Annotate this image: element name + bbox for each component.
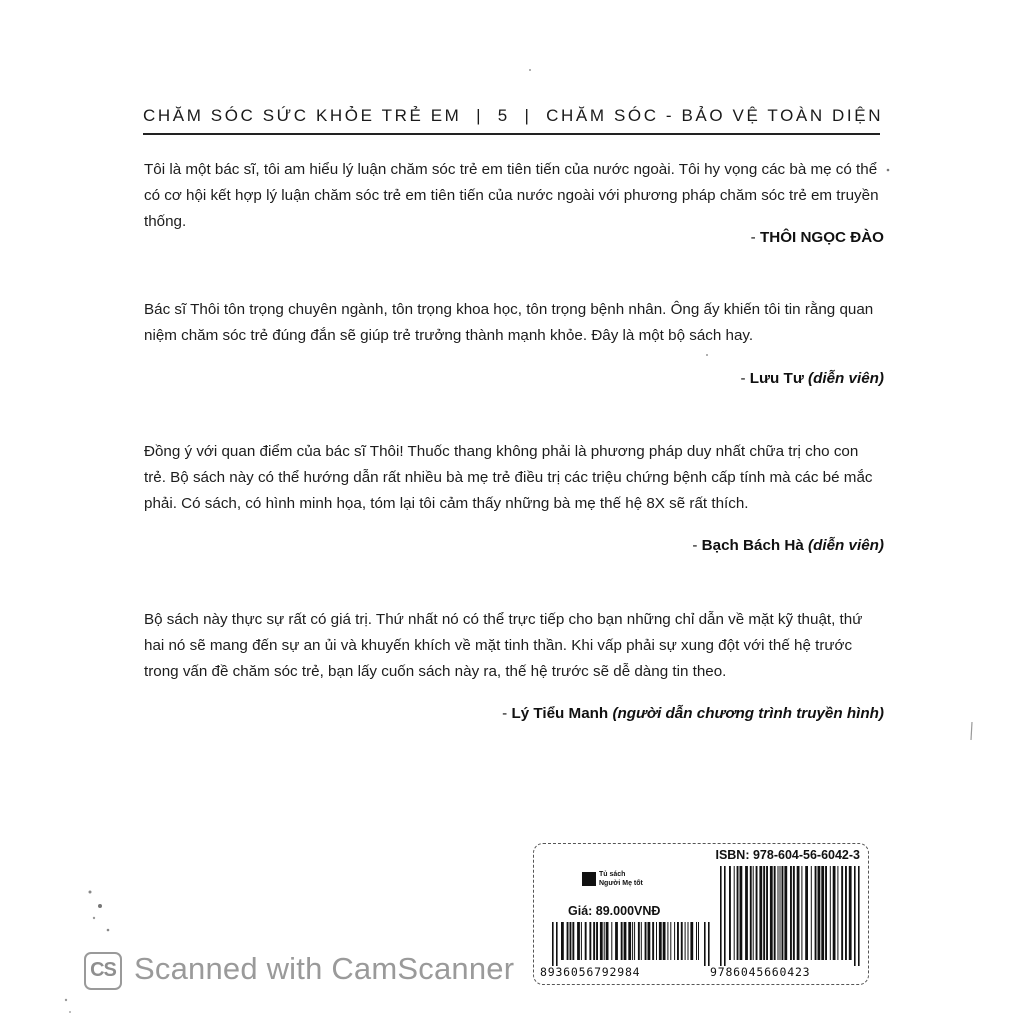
attribution-name: THÔI NGỌC ĐÀO bbox=[759, 229, 884, 246]
header-separator: | bbox=[524, 106, 532, 125]
brand-line: Tủ sách bbox=[599, 871, 626, 878]
testimonial-text: Bộ sách này thực sự rất có giá trị. Thứ nhất nó có thể trực tiếp cho bạn những chỉ dẫn về mặt kỹ thuật, thứ hai nó sẽ mang đến sự an ủi và khuyến khích về mặt tinh thần. Khi vấp phải sự xung đột với thế hệ trước trong vấn đề chăm sóc trẻ, bạn lấy cuốn sách này ra, thế hệ trước sẽ dễ dàng tin theo. bbox=[144, 611, 863, 680]
attribution-role: (diễn viên) bbox=[808, 370, 884, 387]
barcode-digits: 9786045660423 bbox=[710, 965, 811, 979]
header-separator: | bbox=[476, 106, 484, 125]
attribution-role: (người dẫn chương trình truyền hình) bbox=[612, 705, 884, 722]
brand-line: Người Mẹ tốt bbox=[599, 880, 643, 887]
attribution-dash: - bbox=[502, 705, 508, 722]
camscanner-logo: CS bbox=[84, 952, 122, 990]
attribution-dash: - bbox=[740, 370, 746, 387]
testimonial-text: Đồng ý với quan điểm của bác sĩ Thôi! Thuốc thang không phải là phương pháp duy nhất chữa trị cho con trẻ. Bộ sách này có thể hướng dẫn rất nhiều bà mẹ trẻ điều trị các triệu chứng bệnh cấp tính mà các bé mắc phải. Có sách, có hình minh họa, tóm lại tôi cảm thấy những bà mẹ thế hệ 8X sẽ rất thích. bbox=[144, 443, 873, 512]
header-series: CHĂM SÓC SỨC KHỎE TRẺ EM bbox=[143, 106, 462, 125]
attribution-name: Lưu Tư bbox=[749, 370, 804, 387]
header-subtitle: CHĂM SÓC - BẢO VỆ TOÀN DIỆN bbox=[546, 106, 884, 125]
testimonial-text: Bác sĩ Thôi tôn trọng chuyên ngành, tôn trọng khoa học, tôn trọng bệnh nhân. Ông ấy khiến tôi tin rằng quan niệm chăm sóc trẻ đúng đắn sẽ giúp trẻ trưởng thành mạnh khỏe. Đây là một bộ sách hay. bbox=[144, 301, 874, 344]
testimonial-text: Tôi là một bác sĩ, tôi am hiểu lý luận chăm sóc trẻ em tiên tiến của nước ngoài. Tôi hy vọng các bà mẹ có thể có cơ hội kết hợp lý luận chăm sóc trẻ em tiên tiến của nước ngoài với phương pháp chăm sóc trẻ em truyền thống. bbox=[144, 161, 879, 230]
barcode-digits: 8936056792984 bbox=[540, 965, 641, 979]
attribution-name: Lý Tiểu Manh bbox=[511, 705, 609, 722]
isbn-label: ISBN: 978-604-56-6042-3 bbox=[715, 848, 860, 862]
header-volume: 5 bbox=[497, 106, 510, 125]
attribution-role: (diễn viên) bbox=[808, 537, 884, 554]
attribution-name: Bạch Bách Hà bbox=[701, 537, 804, 554]
attribution-dash: - bbox=[692, 537, 698, 554]
camscanner-watermark: Scanned with CamScanner bbox=[134, 951, 515, 986]
attribution-dash: - bbox=[750, 229, 756, 246]
price-label: Giá: 89.000VNĐ bbox=[568, 904, 661, 918]
